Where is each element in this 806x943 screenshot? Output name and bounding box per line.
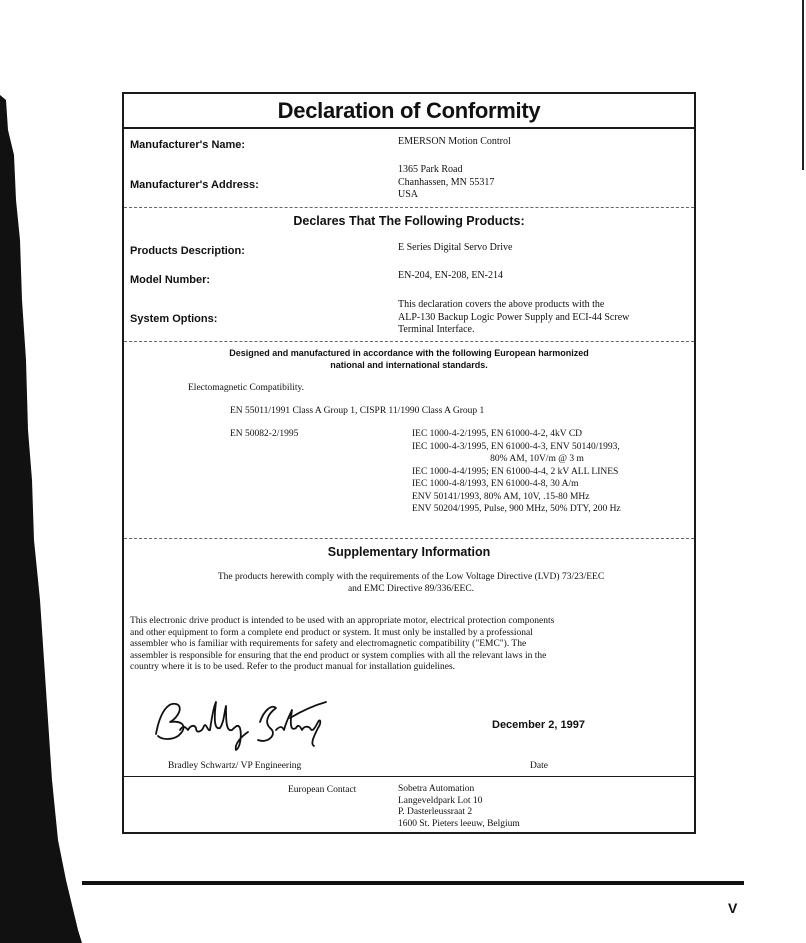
immunity-standards-list <box>412 428 682 516</box>
immunity-item: IEC 1000-4-2/1995, EN 61000-4-2, 4kV CD <box>412 429 583 439</box>
signature-date: December 2, 1997 <box>492 719 585 731</box>
date-label: Date <box>530 761 548 771</box>
footer-rule <box>82 881 744 885</box>
products-heading: Declares That The Following Products: <box>293 214 525 228</box>
declaration-document <box>122 92 696 834</box>
system-options-label: System Options: <box>130 313 218 325</box>
supplementary-paragraph: This electronic drive product is intended to be used with an appropriate motor, electrical protection components and other equipment to form a complete end product or system. It must only be installed by a professional assembler who is familiar with requirements for safety and electromagnetic compatibility ("EMC"). The assembler is responsible for ensuring that the end product or system complies with all the relevant laws in the country where it is to be used. Refer to the product manual for installation guidelines. <box>130 616 555 672</box>
page-number: V <box>728 900 738 916</box>
immunity-item: ENV 50141/1993, 80% AM, 10V, .15-80 MHz <box>412 491 590 502</box>
manufacturer-address-value: 1365 Park Road Chanhassen, MN 55317 USA <box>398 164 495 200</box>
standards-notice: Designed and manufactured in accordance with the following European harmonized national and international standards. <box>229 348 589 370</box>
section-divider <box>124 341 694 342</box>
section-divider <box>124 538 694 539</box>
scan-edge-shadow <box>0 0 120 943</box>
products-description-label: Products Description: <box>130 245 245 257</box>
manufacturer-name-value: EMERSON Motion Control <box>398 136 511 147</box>
products-description-value: E Series Digital Servo Drive <box>398 242 513 253</box>
emc-label: Electomagnetic Compatibility. <box>188 383 304 393</box>
manufacturer-address-label: Manufacturer's Address: <box>130 179 259 191</box>
handwritten-signature <box>150 692 330 754</box>
supplementary-heading: Supplementary Information <box>327 545 491 559</box>
immunity-standard-label: EN 50082-2/1995 <box>230 429 299 439</box>
model-number-value: EN-204, EN-208, EN-214 <box>398 270 503 281</box>
system-options-value: This declaration covers the above products with the ALP-130 Backup Logic Power Supply and ECI-44 Screw Terminal Interface. <box>398 299 630 335</box>
immunity-item: IEC 1000-4-8/1993, EN 61000-4-8, 30 A/m <box>412 479 579 489</box>
signer-name: Bradley Schwartz/ VP Engineering <box>168 761 302 771</box>
page-title: Declaration of Conformity <box>277 98 541 123</box>
european-contact-address: Sobetra Automation Langeveldpark Lot 10 P. Dasterleussraat 2 1600 St. Pieters leeuw, Belgium <box>398 784 520 829</box>
emission-standard: EN 55011/1991 Class A Group 1, CISPR 11/1990 Class A Group 1 <box>230 406 485 416</box>
immunity-item: 80% AM, 10V/m @ 3 m <box>490 454 584 464</box>
european-contact-label: European Contact <box>288 785 357 795</box>
model-number-label: Model Number: <box>130 274 211 286</box>
directive-statement: The products herewith comply with the requirements of the Low Voltage Directive (LVD) 73/23/EEC and EMC Directive 89/336/EEC. <box>217 572 605 594</box>
contact-divider <box>124 776 694 777</box>
scan-right-edge <box>802 0 804 170</box>
section-divider <box>124 207 694 208</box>
immunity-item: ENV 50204/1995, Pulse, 900 MHz, 50% DTY, 200 Hz <box>412 504 621 514</box>
immunity-item: IEC 1000-4-3/1995, EN 61000-4-3, ENV 50140/1993, <box>412 441 620 452</box>
manufacturer-name-label: Manufacturer's Name: <box>130 139 246 151</box>
title-divider <box>124 127 694 129</box>
immunity-item: IEC 1000-4-4/1995; EN 61000-4-4, 2 kV ALL LINES <box>412 466 619 477</box>
